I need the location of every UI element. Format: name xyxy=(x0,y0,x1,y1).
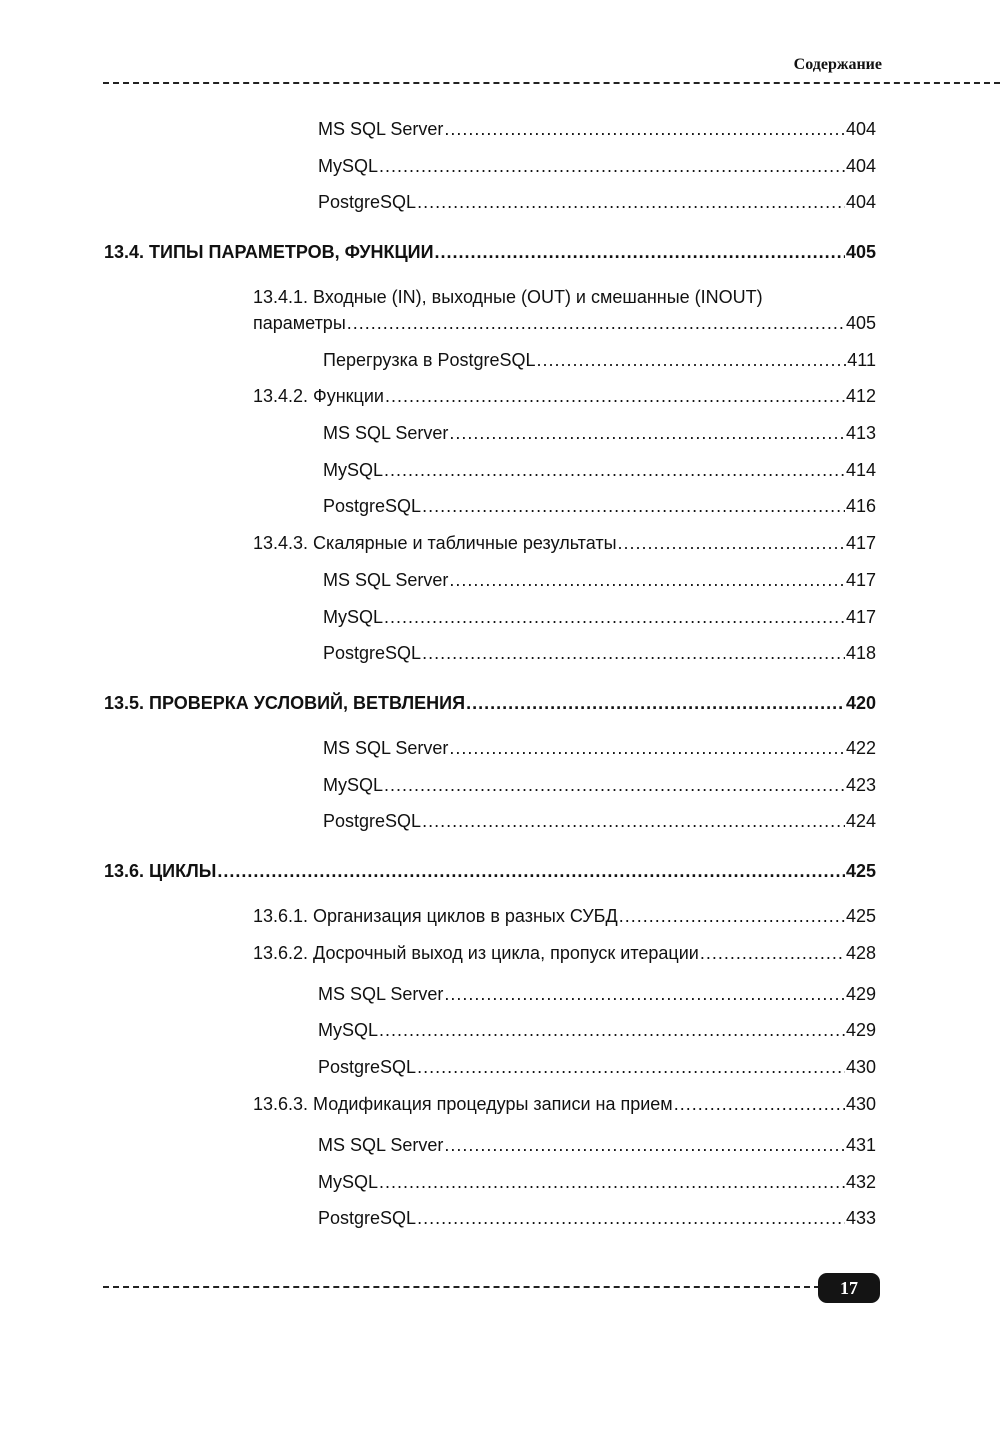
dot-leader xyxy=(385,384,845,408)
toc-chapter-entry[interactable] xyxy=(104,859,876,883)
toc-entry-label: MySQL xyxy=(318,1020,379,1040)
toc-entry[interactable] xyxy=(323,641,876,665)
toc-entry[interactable] xyxy=(253,904,876,928)
toc-entry-page: 430 xyxy=(845,1094,876,1114)
toc-entry-label: MySQL xyxy=(323,607,384,627)
dot-leader xyxy=(347,311,845,335)
toc-entry-page: 414 xyxy=(845,460,876,480)
toc-entry-page: 425 xyxy=(845,906,876,926)
dot-leader xyxy=(700,941,845,965)
toc-entry-page: 432 xyxy=(845,1172,876,1192)
toc-entry[interactable] xyxy=(253,941,876,965)
dot-leader xyxy=(384,458,845,482)
toc-chapter-entry[interactable] xyxy=(104,691,876,715)
toc-entry-page: 405 xyxy=(845,242,876,262)
running-header-title: Содержание xyxy=(793,56,882,73)
toc-entry-page: 417 xyxy=(845,607,876,627)
toc-entry-page: 404 xyxy=(845,156,876,176)
dot-leader xyxy=(618,531,845,555)
toc-entry-page: 424 xyxy=(845,811,876,831)
dot-leader xyxy=(379,1170,845,1194)
footer-dashed-rule xyxy=(103,1286,820,1288)
toc-entry[interactable] xyxy=(323,809,876,833)
toc-entry-label: MS SQL Server xyxy=(323,570,449,590)
dot-leader xyxy=(384,605,845,629)
toc-entry-label: параметры xyxy=(253,313,346,333)
toc-entry-page: 404 xyxy=(845,192,876,212)
toc-entry-page: 431 xyxy=(845,1135,876,1155)
header-dashed-rule xyxy=(103,82,1000,84)
toc-entry[interactable] xyxy=(323,773,876,797)
toc-entry[interactable] xyxy=(318,154,876,178)
toc-entry-label: 13.4.2. Функции xyxy=(253,386,384,406)
toc-entry[interactable] xyxy=(318,1206,876,1230)
dot-leader xyxy=(537,348,847,372)
toc-entry-label: PostgreSQL xyxy=(323,811,422,831)
toc-entry-label: 13.4. ТИПЫ ПАРАМЕТРОВ, ФУНКЦИИ xyxy=(104,242,434,262)
dot-leader xyxy=(449,736,845,760)
toc-entry-label: 13.6.3. Модификация процедуры записи на прием xyxy=(253,1094,673,1114)
toc-entry-page: 418 xyxy=(845,643,876,663)
dot-leader xyxy=(422,641,845,665)
dot-leader xyxy=(417,1055,845,1079)
toc-entry[interactable] xyxy=(323,348,876,372)
toc-entry-page: 413 xyxy=(845,423,876,443)
dot-leader xyxy=(444,117,845,141)
toc-entry-label: MS SQL Server xyxy=(323,738,449,758)
toc-entry-page: 416 xyxy=(845,496,876,516)
toc-entry-label: Перегрузка в PostgreSQL xyxy=(323,350,536,370)
toc-entry-label: MySQL xyxy=(318,156,379,176)
toc-entry-page: 404 xyxy=(845,119,876,139)
page-number-badge: 17 xyxy=(818,1273,880,1303)
dot-leader xyxy=(619,904,845,928)
toc-entry[interactable] xyxy=(253,1092,876,1116)
dot-leader xyxy=(444,1133,845,1157)
dot-leader xyxy=(417,190,845,214)
toc-entry[interactable] xyxy=(253,311,876,335)
toc-entry-label: 13.6.1. Организация циклов в разных СУБД xyxy=(253,906,618,926)
toc-entry-page: 417 xyxy=(845,570,876,590)
toc-entry-label: 13.4.3. Скалярные и табличные результаты xyxy=(253,533,617,553)
toc-entry-label: PostgreSQL xyxy=(318,192,417,212)
toc-entry[interactable] xyxy=(323,605,876,629)
dot-leader xyxy=(449,568,845,592)
dot-leader xyxy=(422,809,845,833)
toc-entry-page: 411 xyxy=(847,350,876,370)
toc-entry-page: 420 xyxy=(845,693,876,713)
toc-entry[interactable] xyxy=(318,1055,876,1079)
toc-entry-page: 422 xyxy=(845,738,876,758)
toc-entry-page: 423 xyxy=(845,775,876,795)
toc-entry-label: PostgreSQL xyxy=(323,643,422,663)
toc-entry-page: 428 xyxy=(845,943,876,963)
dot-leader xyxy=(466,691,845,715)
toc-entry[interactable] xyxy=(253,531,876,555)
toc-entry-label: PostgreSQL xyxy=(318,1208,417,1228)
toc-entry-label: MS SQL Server xyxy=(318,984,444,1004)
toc-entry-label: MS SQL Server xyxy=(318,119,444,139)
toc-entry-page: 417 xyxy=(845,533,876,553)
toc-entry-page: 433 xyxy=(845,1208,876,1228)
toc-entry[interactable] xyxy=(318,982,876,1006)
dot-leader xyxy=(444,982,845,1006)
dot-leader xyxy=(379,154,845,178)
dot-leader xyxy=(674,1092,845,1116)
dot-leader xyxy=(422,494,845,518)
toc-entry[interactable] xyxy=(318,1170,876,1194)
dot-leader xyxy=(417,1206,845,1230)
toc-chapter-entry[interactable] xyxy=(104,240,876,264)
dot-leader xyxy=(379,1018,845,1042)
toc-entry[interactable] xyxy=(323,494,876,518)
toc-entry-label: PostgreSQL xyxy=(318,1057,417,1077)
toc-entry[interactable] xyxy=(318,1018,876,1042)
dot-leader xyxy=(435,240,845,264)
toc-entry-page: 430 xyxy=(845,1057,876,1077)
dot-leader xyxy=(449,421,845,445)
dot-leader xyxy=(384,773,845,797)
toc-entry-label: PostgreSQL xyxy=(323,496,422,516)
toc-entry[interactable] xyxy=(253,384,876,408)
toc-entry[interactable] xyxy=(318,1133,876,1157)
toc-entry-label: MySQL xyxy=(323,775,384,795)
toc-entry[interactable] xyxy=(318,117,876,141)
dot-leader xyxy=(217,859,845,883)
toc-entry-page: 425 xyxy=(845,861,876,881)
toc-entry[interactable] xyxy=(323,458,876,482)
toc-entry-page: 412 xyxy=(845,386,876,406)
toc-entry-page: 429 xyxy=(845,984,876,1004)
toc-entry-page: 405 xyxy=(845,313,876,333)
toc-entry-label: MySQL xyxy=(323,460,384,480)
toc-entry-label: MySQL xyxy=(318,1172,379,1192)
toc-entry-page: 429 xyxy=(845,1020,876,1040)
toc-entry[interactable] xyxy=(323,421,876,445)
toc-entry-label-line1[interactable]: 13.4.1. Входные (IN), выходные (OUT) и смешанные (INOUT) xyxy=(253,287,763,307)
toc-entry[interactable] xyxy=(323,568,876,592)
toc-entry-label: 13.6. ЦИКЛЫ xyxy=(104,861,217,881)
toc-entry-label: MS SQL Server xyxy=(323,423,449,443)
toc-entry-label: MS SQL Server xyxy=(318,1135,444,1155)
toc-entry-label: 13.6.2. Досрочный выход из цикла, пропуск итерации xyxy=(253,943,699,963)
toc-entry-label: 13.5. ПРОВЕРКА УСЛОВИЙ, ВЕТВЛЕНИЯ xyxy=(104,693,466,713)
toc-entry[interactable] xyxy=(323,736,876,760)
toc-entry[interactable] xyxy=(318,190,876,214)
